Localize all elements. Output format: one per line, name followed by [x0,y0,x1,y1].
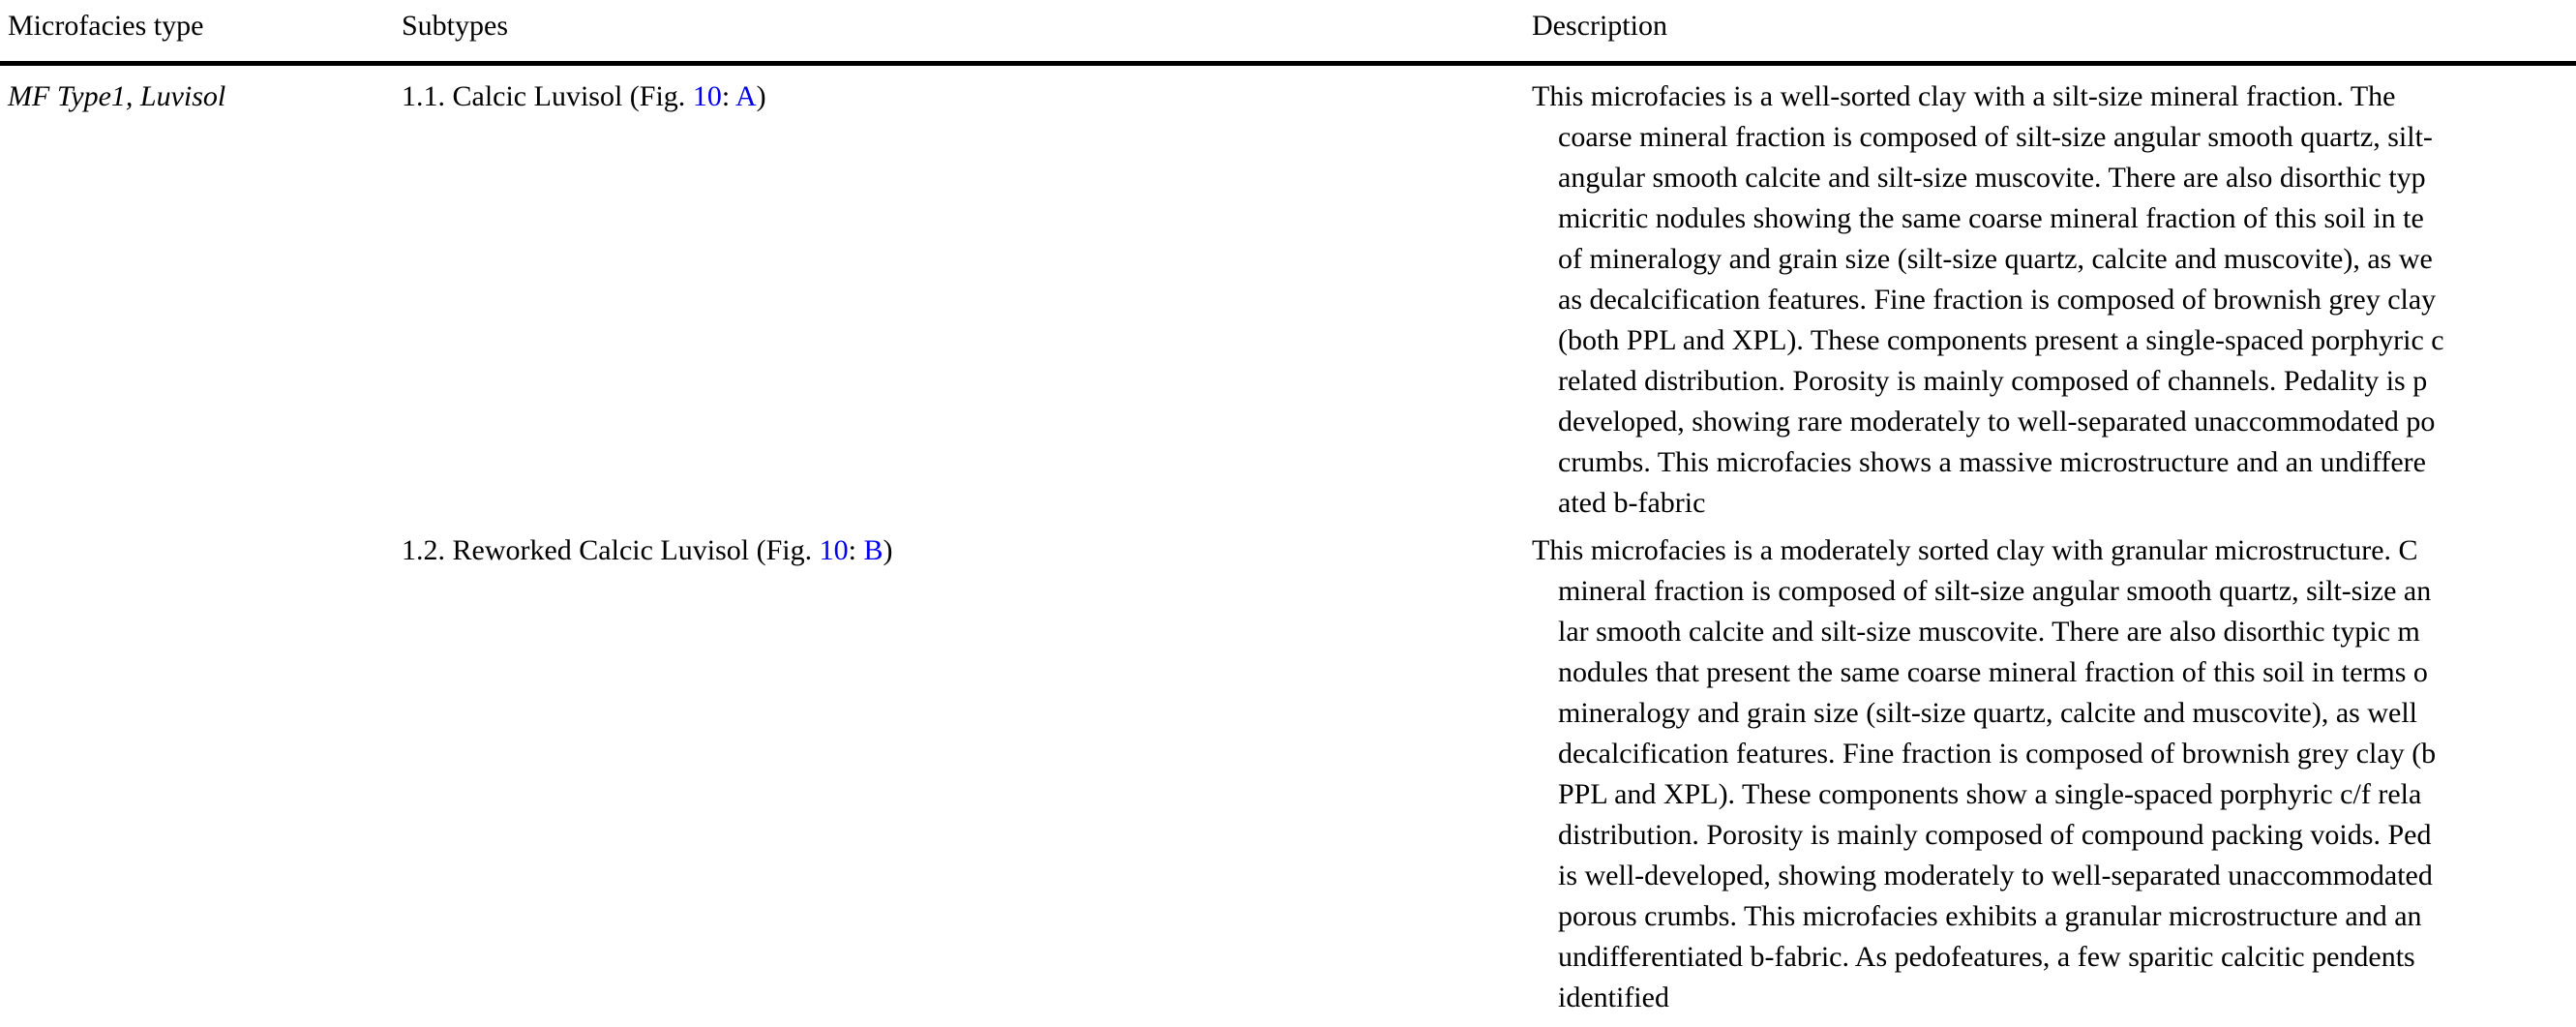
description-line: coarse mineral fraction is composed of silt-size angular smooth quartz, silt- [1558,121,2433,153]
description-line: porous crumbs. This microfacies exhibits a granular microstructure and an [1558,900,2422,932]
subtype-label: 1.2. Reworked Calcic Luvisol (Fig. [402,534,820,566]
description-line: nodules that present the same coarse mineral fraction of this soil in terms o [1558,656,2428,688]
description-line: developed, showing rare moderately to well-separated unaccommodated po [1558,406,2436,438]
subtype-label: 1.1. Calcic Luvisol (Fig. [402,80,693,112]
description-line: micritic nodules showing the same coarse mineral fraction of this soil in te [1558,202,2424,234]
column-header-description: Description [1532,10,1667,42]
description-line: undifferentiated b-fabric. As pedofeatures, a few sparitic calcitic pendents [1558,941,2415,973]
description-line: distribution. Porosity is mainly composed of compound packing voids. Ped [1558,819,2432,851]
description-line: mineral fraction is composed of silt-size angular smooth quartz, silt-size an [1558,575,2432,607]
subtype-cell [402,530,1532,571]
description-line: mineralogy and grain size (silt-size quartz, calcite and muscovite), as well [1558,697,2418,729]
description-line: PPL and XPL). These components show a single-spaced porphyric c/f rela [1558,778,2422,810]
table-header-row [0,0,2576,61]
description-line: angular smooth calcite and silt-size muscovite. There are also disorthic typ [1558,162,2426,194]
description-line: of mineralogy and grain size (silt-size quartz, calcite and muscovite), as we [1558,243,2433,275]
subtype-separator: : [721,80,735,112]
figure-10-link[interactable]: 10 [819,534,849,566]
column-header-microfacies-type: Microfacies type [8,10,204,42]
subtype-suffix: ) [756,80,766,112]
column-header-subtypes: Subtypes [402,10,509,42]
microfacies-type-cell: MF Type1, Luvisol [8,80,226,112]
description-line: as decalcification features. Fine fraction is composed of brownish grey clay [1558,284,2437,316]
description-line: decalcification features. Fine fraction is composed of brownish grey clay (b [1558,738,2437,770]
subtype-separator: : [848,534,864,566]
subtype-cell [402,76,1532,117]
description-line: lar smooth calcite and silt-size muscovite. There are also disorthic typic m [1558,616,2420,648]
description-line: related distribution. Porosity is mainly composed of channels. Pedality is p [1558,365,2428,397]
description-line: ated b-fabric [1558,487,1706,519]
figure-panel-b-link[interactable]: B [863,534,884,566]
subtype-suffix: ) [883,534,893,566]
table-row [0,76,2576,524]
figure-panel-a-link[interactable]: A [735,80,757,112]
description-cell [1532,76,2576,524]
description-line: This microfacies is a moderately sorted clay with granular microstructure. C [1532,534,2418,566]
description-line: (both PPL and XPL). These components present a single-spaced porphyric c [1558,324,2444,356]
table-body [0,66,2576,1018]
description-line: crumbs. This microfacies shows a massive microstructure and an undiffere [1558,446,2426,478]
description-line: identified [1558,982,1669,1013]
description-line: This microfacies is a well-sorted clay with a silt-size mineral fraction. The [1532,80,2396,112]
table-row [0,530,2576,1018]
description-cell [1532,530,2576,1018]
description-line: is well-developed, showing moderately to well-separated unaccommodated [1558,860,2433,891]
figure-10-link[interactable]: 10 [692,80,722,112]
